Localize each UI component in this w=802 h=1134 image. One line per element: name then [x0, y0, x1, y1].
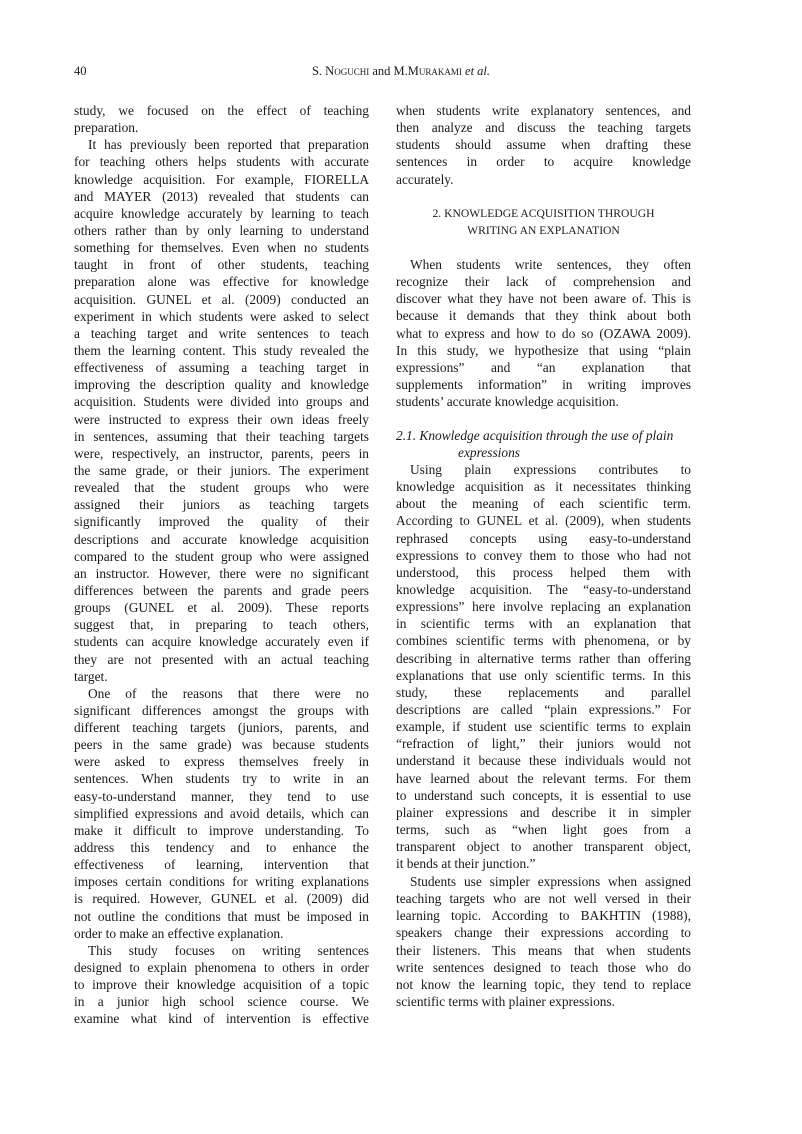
text-line: not know the learning topic, they tend to replace	[396, 976, 691, 992]
right-paragraph-1	[396, 102, 691, 188]
right-paragraph-4	[396, 873, 691, 1010]
text-line: they are not presented with an actual teaching	[74, 651, 369, 667]
text-line: study, these replacements and parallel	[396, 684, 691, 700]
text-line: effectiveness of learning, intervention that	[74, 857, 369, 873]
text-line: effectiveness of assuming a teaching target in	[74, 360, 369, 376]
text-line: This study focuses on writing sentences	[88, 942, 369, 958]
text-line: suggest that, in preparing to teach others,	[74, 617, 369, 633]
author-joiner: and M.M	[369, 64, 419, 78]
text-line: descriptions are called “plain expressions.” For	[396, 701, 691, 717]
text-line: make it difficult to improve understanding. To	[74, 822, 369, 838]
text-line: examine what kind of intervention is effective	[74, 1011, 369, 1027]
text-line: knowledge acquisition. The “easy-to-understand	[396, 581, 691, 597]
text-line: were asked to express themselves freely in	[74, 754, 369, 770]
text-line: and MAYER (2013) revealed that students can	[74, 188, 369, 204]
text-line: supplements information” in writing improves	[396, 376, 691, 392]
text-line: It has previously been reported that preparation	[88, 137, 369, 153]
text-line: students can acquire knowledge accurately even if	[74, 634, 369, 650]
text-line: Students use simpler expressions when assigned	[410, 874, 691, 889]
text-line: accurately.	[396, 171, 454, 187]
text-line: experiment in which students were asked to select	[74, 308, 369, 324]
text-line: descriptions and accurate knowledge acquisition	[74, 531, 369, 547]
text-line: explanations that use only scientific terms. In this	[396, 667, 691, 683]
text-line: study, we focused on the effect of teaching	[74, 103, 369, 118]
text-line: sentences in order to acquire knowledge	[396, 154, 691, 170]
text-line: rephrased concepts using easy-to-understand	[396, 530, 691, 546]
text-line: describing in alternative terms rather than offering	[396, 650, 691, 666]
et-al: et al.	[461, 64, 491, 78]
text-line: in sentences, assuming that their teaching targets	[74, 428, 369, 444]
running-header	[0, 64, 802, 79]
subsection-heading-line: 2.1. Knowledge acquisition through the use of plain	[396, 428, 674, 443]
text-line: then analyze and discuss the teaching targets	[396, 120, 691, 136]
text-line: expressions” here involve replacing an explanation	[396, 599, 691, 615]
section-heading	[396, 205, 691, 239]
author-1-initial: S. N	[311, 64, 335, 78]
text-line: example, if student use scientific terms to explain	[396, 719, 691, 735]
text-line: have learned about the relevant terms. For them	[396, 770, 691, 786]
text-line: Using plain expressions contributes to	[410, 462, 691, 477]
text-line: discover what they have not been aware of. This is	[396, 291, 691, 307]
text-line: expressions to convey them to those who had not	[396, 547, 691, 563]
right-paragraph-2	[396, 256, 691, 410]
section-heading-line: WRITING AN EXPLANATION	[467, 224, 620, 238]
text-line: According to GUNEL et al. (2009), when students	[396, 513, 691, 529]
text-line: transparent object to another transparent object,	[396, 839, 691, 855]
text-line: When students write sentences, they often	[410, 257, 691, 272]
text-line: students should assume when drafting these	[396, 137, 691, 153]
text-line: groups (GUNEL et al. 2009). These reports	[74, 600, 369, 616]
text-line: the same grade, or their juniors. The experiment	[74, 462, 369, 478]
text-line: taught in front of other students, teaching	[74, 257, 369, 273]
text-line: order to make an effective explanation.	[74, 925, 284, 941]
text-line: revealed that the student groups who were	[74, 480, 369, 496]
text-line: a teaching target and write sentences to teach	[74, 325, 369, 341]
author-1-surname: oguchi	[334, 64, 370, 78]
text-line: speakers change their expressions according to	[396, 925, 691, 941]
subsection-heading	[396, 427, 691, 461]
text-line: is required. However, GUNEL et al. (2009) did	[74, 891, 369, 907]
text-line: others rather than by only learning to understand	[74, 222, 369, 238]
text-line: learning topic. According to BAKHTIN (1988),	[396, 908, 691, 924]
text-line: designed to explain phenomena to others in order	[74, 960, 369, 976]
text-line: to improve their knowledge acquisition of a topic	[74, 977, 369, 993]
left-column	[74, 102, 369, 1028]
text-line: In this study, we hypothesize that using “plain	[396, 342, 691, 358]
text-line: teaching targets who are not well versed in their	[396, 891, 691, 907]
text-line: significant differences amongst the groups with	[74, 702, 369, 718]
text-line: what to express and how to do so (OZAWA 2009).	[396, 325, 691, 341]
author-2-surname: urakami	[418, 64, 462, 78]
text-line: terms, such as “when light goes from a	[396, 821, 691, 837]
text-line: target.	[74, 668, 108, 684]
text-line: assigned their juniors as teaching targets	[74, 497, 369, 513]
text-line: One of the reasons that there were no	[88, 685, 369, 701]
text-line: recognize their lack of comprehension and	[396, 274, 691, 290]
text-line: preparation alone was effective for knowledge	[74, 274, 369, 290]
text-line: preparation.	[74, 120, 139, 136]
right-paragraph-3	[396, 461, 691, 872]
text-line: significantly improved the quality of their	[74, 514, 369, 530]
text-line: their listeners. This means that when students	[396, 942, 691, 958]
text-line: plainer expressions and describe it in simpler	[396, 804, 691, 820]
text-line: because it demands that they think about both	[396, 308, 691, 324]
text-line: acquisition. GUNEL et al. (2009) conducted an	[74, 291, 369, 307]
text-line: imposes certain conditions for writing explanations	[74, 874, 369, 890]
text-line: to understand such concepts, it is essential to use	[396, 787, 691, 803]
text-line: about the meaning of each scientific term.	[396, 496, 691, 512]
page-number: 40	[74, 64, 87, 78]
text-line: in scientific terms with an explanation that	[396, 616, 691, 632]
text-line: write sentences designed to teach those who do	[396, 959, 691, 975]
subsection-heading-line: expressions	[458, 445, 520, 461]
text-line: understand it because these individuals would not	[396, 753, 691, 769]
text-line: scientific terms with plainer expressions.	[396, 993, 616, 1009]
text-line: when students write explanatory sentences, and	[396, 103, 691, 118]
text-line: an instructor. However, there were no significant	[74, 565, 369, 581]
text-line: sentences. When students try to write in an	[74, 771, 369, 787]
section-heading-line: 2. KNOWLEDGE ACQUISITION THROUGH	[432, 207, 655, 220]
text-line: it bends at their junction.”	[396, 856, 536, 872]
text-line: were instructed to express their own ideas freely	[74, 411, 369, 427]
text-line: improving the description quality and knowledge	[74, 377, 369, 393]
text-line: acquire knowledge accurately by learning to teach	[74, 205, 369, 221]
text-line: in a junior high school science course. We	[74, 994, 369, 1010]
text-line: for teaching others helps students with accurate	[74, 154, 369, 170]
text-line: knowledge acquisition. For example, FIORELLA	[74, 171, 369, 187]
text-line: easy-to-understand manner, they tend to use	[74, 788, 369, 804]
text-line: students’ accurate knowledge acquisition.	[396, 394, 619, 410]
text-line: understood, this process helped them with	[396, 564, 691, 580]
text-line: expressions” and “an explanation that	[396, 359, 691, 375]
text-line: simplified expressions and avoid details, which can	[74, 805, 369, 821]
text-line: were, respectively, an instructor, parents, peers in	[74, 445, 369, 461]
text-line: knowledge acquisition as it necessitates thinking	[396, 479, 691, 495]
text-line: something for themselves. Even when no students	[74, 240, 369, 256]
text-line: different teaching targets (juniors, parents, and	[74, 720, 369, 736]
text-line: not outline the conditions that must be imposed in	[74, 908, 369, 924]
text-line: address this tendency and to enhance the	[74, 840, 369, 856]
text-line: “refraction of light,” their juniors would not	[396, 736, 691, 752]
text-line: acquisition. Students were divided into groups and	[74, 394, 369, 410]
text-line: them the learning content. This study revealed the	[74, 342, 369, 358]
text-line: combines scientific terms with phenomena, or by	[396, 633, 691, 649]
text-line: compared to the student group who were assigned	[74, 548, 369, 564]
text-line: peers in the same grade) was because students	[74, 737, 369, 753]
text-line: differences between the parents and grade peers	[74, 582, 369, 598]
